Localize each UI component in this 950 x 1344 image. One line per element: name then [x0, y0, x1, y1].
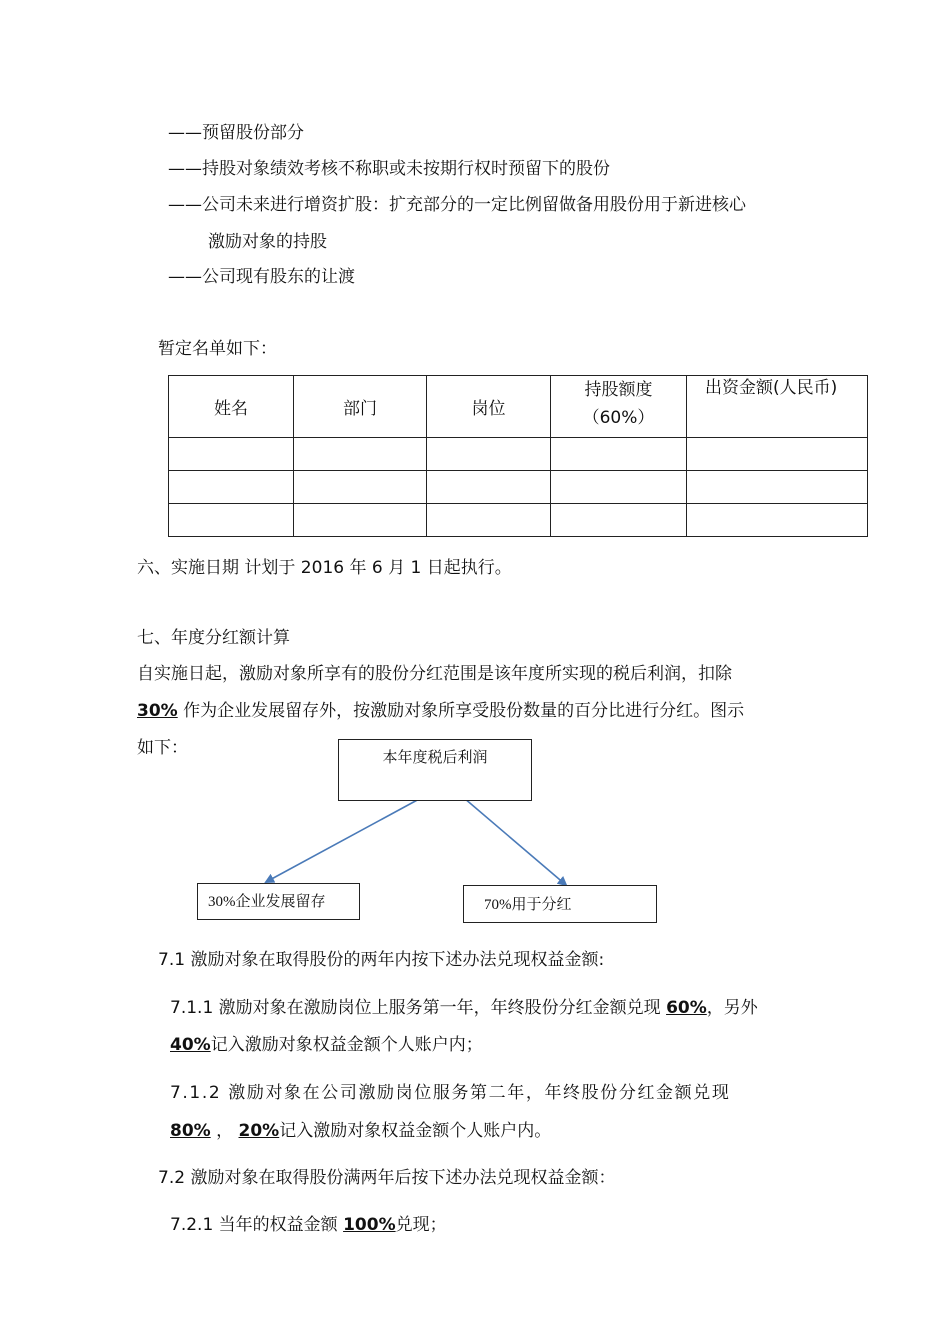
section-7-para-1: 自实施日起，激励对象所享有的股份分红范围是该年度所实现的税后利润，扣除 [137, 664, 732, 684]
section-7-1-1 [170, 997, 758, 1019]
pct-100: 100% [343, 1215, 396, 1235]
header-dept-label: 部门 [343, 399, 377, 419]
section-7-1-2: 7.1.2 激励对象在公司激励岗位服务第二年，年终股份分红金额兑现 [170, 1083, 731, 1103]
header-amount-label: 出资金额(人民币) [705, 378, 838, 398]
section-7-1-1-cont [170, 1034, 483, 1056]
section-7-para-2-text: 作为企业发展留存外，按激励对象所享受股份数量的百分比进行分红。图示 [177, 701, 745, 721]
arrow-left [266, 798, 421, 882]
diagram-box-profit-label: 本年度税后利润 [382, 750, 488, 766]
section-7-1-2-mid: ， [210, 1121, 239, 1141]
pct-80: 80% [170, 1121, 211, 1141]
header-post-label: 岗位 [471, 399, 506, 419]
pct-20: 20% [238, 1121, 280, 1141]
section-7-2-1-end: 兑现； [395, 1215, 447, 1235]
section-6: 六、实施日期 计划于 2016 年 6 月 1 日起执行。 [137, 558, 512, 578]
section-7-1-1-text: 7.1.1 激励对象在激励岗位上服务第一年，年终股份分红金额兑现 [170, 998, 667, 1018]
pct-40: 40% [170, 1035, 211, 1055]
diagram-box-dividend-label: 70%用于分红 [484, 897, 572, 913]
header-share-label: 持股额度 [584, 380, 653, 400]
reserve-item-3: ——公司未来进行增资扩股：扩充部分的一定比例留做备用股份用于新进核心 [168, 195, 746, 215]
section-7-1-2-end: 记入激励对象权益金额个人账户内。 [279, 1121, 552, 1141]
pct-30: 30% [137, 701, 178, 721]
header-name-label: 姓名 [214, 399, 248, 419]
diagram-box-profit [338, 739, 532, 801]
roster-intro: 暂定名单如下： [158, 339, 277, 359]
section-7-1-2-cont [170, 1120, 551, 1142]
section-7-1-1-end: 记入激励对象权益金额个人账户内； [210, 1035, 483, 1055]
reserve-item-4: ——公司现有股东的让渡 [168, 267, 355, 287]
reserve-item-1: ——预留股份部分 [168, 123, 304, 143]
reserve-item-2: ——持股对象绩效考核不称职或未按期行权时预留下的股份 [168, 159, 610, 179]
section-7-2-1 [170, 1214, 447, 1236]
section-7-title: 七、年度分红额计算 [137, 628, 290, 648]
pct-60: 60% [666, 998, 707, 1018]
arrow-right [464, 798, 566, 885]
section-7-2-1-text: 7.2.1 当年的权益金额 [170, 1215, 344, 1235]
header-share-pct: （60%） [582, 408, 655, 428]
section-7-1-1-mid: ，另外 [706, 998, 758, 1018]
diagram-box-dividend [463, 885, 657, 923]
section-7-para-3: 如下： [137, 738, 188, 758]
diagram-box-retain [197, 883, 360, 920]
reserve-item-3-cont: 激励对象的持股 [208, 232, 327, 252]
section-7-1-title: 7.1 激励对象在取得股份的两年内按下述办法兑现权益金额: [158, 950, 605, 970]
section-7-2-title: 7.2 激励对象在取得股份满两年后按下述办法兑现权益金额： [158, 1168, 616, 1188]
diagram-box-retain-label: 30%企业发展留存 [208, 894, 326, 910]
